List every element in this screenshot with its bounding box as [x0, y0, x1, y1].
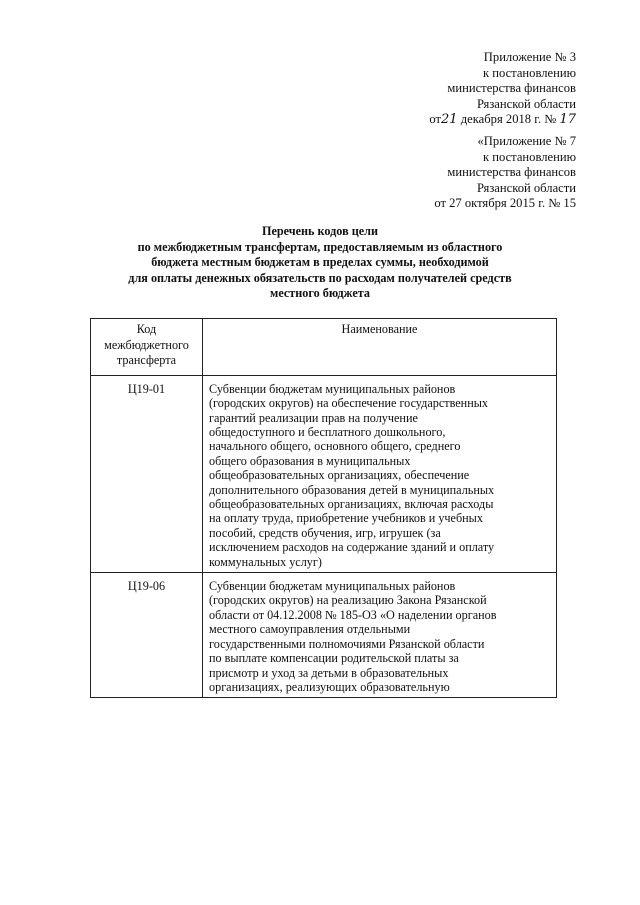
approval-date-line [429, 112, 576, 128]
row-name-line: государственными полномочиями Рязанской области [209, 636, 485, 651]
table-header-row [91, 319, 557, 376]
header-name: Наименование [203, 319, 557, 376]
header-code-line: межбюджетного [104, 337, 189, 352]
approval-line: Рязанской области [477, 180, 576, 195]
approval-stamp-current [429, 50, 576, 128]
row-name-line: общедоступного и бесплатного дошкольного, [209, 425, 446, 439]
row-name-line: на оплату труда, приобретение учебников и учебных [209, 511, 483, 526]
approval-line: Рязанской области [477, 96, 576, 111]
row-name-line: (городских округов) на обеспечение государственных [209, 396, 488, 411]
approval-line: министерства финансов [447, 81, 576, 96]
row-name-line: (городских округов) на реализацию Закона Рязанской [209, 593, 487, 608]
row-name-line: коммунальных услуг) [209, 554, 322, 569]
row-name [203, 573, 557, 698]
row-name-line: гарантий реализации прав на получение [209, 410, 418, 425]
approval-date-prefix: от [429, 112, 442, 127]
title-line: местного бюджета [270, 286, 370, 301]
title-line: для оплаты денежных обязательств по расходам получателей средств [128, 270, 512, 285]
header-code-line: Код [136, 322, 157, 336]
row-name [203, 375, 557, 572]
row-name-line: Субвенции бюджетам муниципальных районов [209, 579, 456, 594]
title-line: по межбюджетным трансфертам, предоставляемым из областного [137, 239, 503, 254]
header-code-line: трансферта [116, 353, 177, 368]
row-name-line: исключением расходов на содержание зданий и оплату [209, 540, 495, 555]
row-name-line: общеобразовательных организациях, включая расходы [209, 497, 494, 512]
approval-line: министерства финансов [447, 165, 576, 180]
approval-date-rest: декабря 2018 г. № [460, 112, 557, 127]
row-name-line: местного самоуправления отдельными [209, 622, 411, 637]
row-name-line: начального общего, основного общего, среднего [209, 439, 461, 454]
row-code: Ц19-06 [91, 573, 203, 698]
table-row [91, 573, 557, 698]
row-name-line: общеобразовательных организациях, обеспечение [209, 468, 470, 483]
row-name-line: области от 04.12.2008 № 185-ОЗ «О наделении органов [209, 607, 497, 622]
table-row [91, 375, 557, 572]
approval-line: к постановлению [482, 65, 576, 80]
approval-line: к постановлению [482, 149, 576, 164]
approval-line: от 27 октября 2015 г. № 15 [434, 196, 576, 211]
approval-stamp-previous [434, 134, 576, 212]
title-line: Перечень кодов цели [261, 224, 379, 238]
row-name-line: дополнительного образования детей в муниципальных [209, 482, 495, 497]
row-name-line: организациях, реализующих образовательную [209, 679, 450, 694]
row-name-line: по выплате компенсации родительской платы за [209, 651, 459, 666]
transfer-codes-table [90, 318, 557, 698]
row-name-line: общего образования в муниципальных [209, 453, 411, 468]
row-name-line: Субвенции бюджетам муниципальных районов [209, 381, 456, 396]
approval-date-number: 17 [559, 112, 576, 128]
title-line: бюджета местным бюджетам в пределах суммы, необходимой [151, 255, 489, 270]
row-name-line: пособий, средств обучения, игр, игрушек (за [209, 525, 441, 540]
header-code [91, 319, 203, 376]
row-code: Ц19-01 [91, 375, 203, 572]
row-name-line: присмотр и уход за детьми в образовательных [209, 665, 449, 680]
approval-line: «Приложение № 7 [477, 134, 576, 148]
approval-date-day: 21 [441, 112, 458, 128]
approval-line: Приложение № 3 [483, 50, 576, 64]
document-title [80, 224, 560, 302]
